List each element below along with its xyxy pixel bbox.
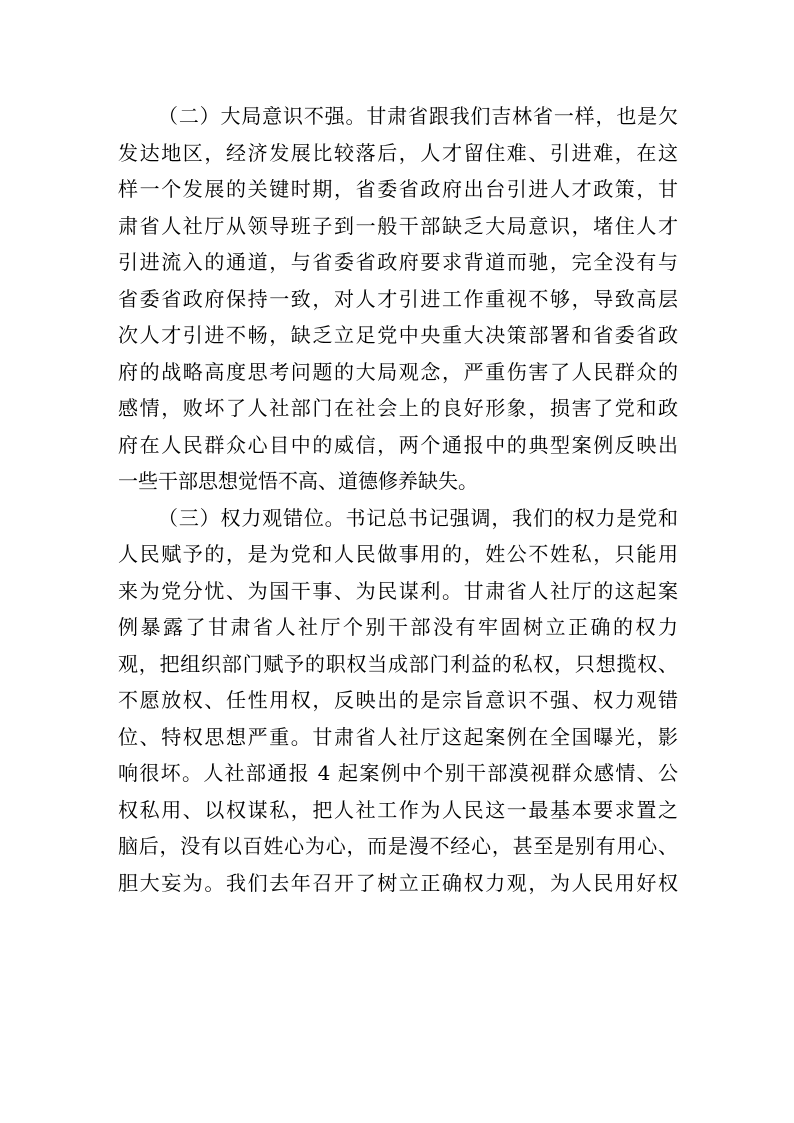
- text-line: 权私用、以权谋私，把人社工作为人民这一最基本要求置之: [118, 797, 678, 822]
- text-line: 引进流入的通道，与省委省政府要求背道而驰，完全没有与: [118, 250, 678, 274]
- text-line: 不愿放权、任性用权，反映出的是宗旨意识不强、权力观错: [118, 688, 678, 712]
- paragraph-power-concept: [118, 500, 678, 902]
- text-line: 响很坏。人社部通报 4 起案例中个别干部漠视群众感情、公: [118, 761, 678, 785]
- text-line: （三）权力观错位。书记总书记强调，我们的权力是党和: [158, 505, 678, 530]
- text-line: 次人才引进不畅，缺乏立足党中央重大决策部署和省委省政: [118, 323, 678, 347]
- text-line: 位、特权思想严重。甘肃省人社厅这起案例在全国曝光，影: [118, 724, 678, 749]
- text-line: 省委省政府保持一致，对人才引进工作重视不够，导致高层: [118, 286, 678, 311]
- text-line: 脑后，没有以百姓心为心，而是漫不经心，甚至是别有用心、: [118, 834, 678, 858]
- text-line: 例暴露了甘肃省人社厅个别干部没有牢固树立正确的权力: [118, 615, 678, 639]
- document-body: [118, 98, 678, 901]
- text-line: 感情，败坏了人社部门在社会上的良好形象，损害了党和政: [118, 396, 678, 420]
- text-line: 发达地区，经济发展比较落后，人才留住难、引进难，在这: [118, 140, 678, 165]
- text-line: 府的战略高度思考问题的大局观念，严重伤害了人民群众的: [118, 359, 678, 384]
- text-line: 肃省人社厅从领导班子到一般干部缺乏大局意识，堵住人才: [118, 213, 678, 238]
- text-line: 观，把组织部门赋予的职权当成部门利益的私权，只想揽权、: [118, 651, 678, 676]
- text-line: 府在人民群众心目中的威信，两个通报中的典型案例反映出: [118, 432, 678, 457]
- text-line: 胆大妄为。我们去年召开了树立正确权力观，为人民用好权: [118, 870, 678, 895]
- text-line: 一些干部思想觉悟不高、道德修养缺失。: [118, 469, 478, 493]
- text-line: 来为党分忧、为国干事、为民谋利。甘肃省人社厅的这起案: [118, 578, 678, 603]
- text-line: 样一个发展的关键时期，省委省政府出台引进人才政策，甘: [118, 177, 678, 201]
- text-line: （二）大局意识不强。甘肃省跟我们吉林省一样，也是欠: [158, 104, 678, 128]
- text-line: 人民赋予的，是为党和人民做事用的，姓公不姓私，只能用: [118, 542, 678, 566]
- paragraph-large-picture-awareness: [118, 98, 678, 500]
